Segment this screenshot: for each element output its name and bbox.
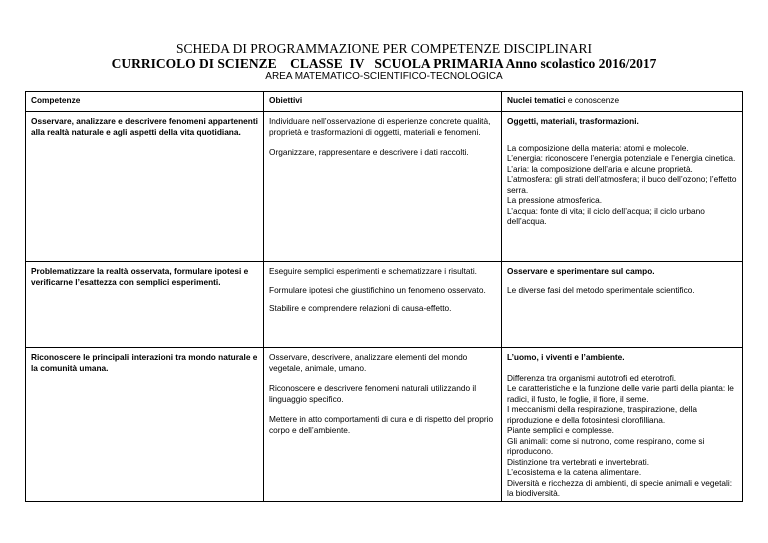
nucleo-title: Osservare e sperimentare sul campo. xyxy=(507,266,655,276)
nucleo-item: L’aria: la composizione dell’aria e alcune proprietà. xyxy=(507,163,693,174)
nucleo-item: I meccanismi della respirazione, traspirazione, della riproduzione e della fotosintesi clorofilliana. xyxy=(507,404,697,425)
header-nuclei-bold: Nuclei tematici xyxy=(507,95,566,105)
nucleo-item: Le diverse fasi del metodo sperimentale scientifico. xyxy=(507,284,695,295)
obiettivo-text: Riconoscere e descrivere fenomeni naturali utilizzando il linguaggio specifico. xyxy=(269,383,477,404)
nucleo-item: L’atmosfera: gli strati dell’atmosfera; il buco dell’ozono; l’effetto serra. xyxy=(507,174,737,195)
obiettivo-text: Individuare nell’osservazione di esperienze concrete qualità, proprietà e trasformazioni di oggetti, materiali e fenomeni. xyxy=(269,116,491,137)
competenza-cell: Riconoscere le principali interazioni tra mondo naturale e la comunità umana. xyxy=(26,348,264,502)
area-label: AREA MATEMATICO-SCIENTIFICO-TECNOLOGICA xyxy=(265,71,503,82)
nucleo-item: L’energia: riconoscere l’energia potenziale e l’energia cinetica. xyxy=(507,153,736,163)
nucleo-item: La pressione atmosferica. xyxy=(507,195,603,205)
obiettivo-text: Stabilire e comprendere relazioni di causa-effetto. xyxy=(269,303,452,313)
competenza-cell: Osservare, analizzare e descrivere fenomeni appartenenti alla realtà naturale e agli aspetti della vita quotidiana. xyxy=(26,112,264,262)
table-row xyxy=(26,112,743,262)
nucleo-item: L’acqua: fonte di vita; il ciclo dell’acqua; il ciclo urbano dell’acqua. xyxy=(507,205,705,226)
nuclei-cell xyxy=(502,262,743,348)
nucleo-item: Diversità e ricchezza di ambienti, di specie animali e vegetali: la biodiversità. xyxy=(507,477,733,498)
nucleo-item: Distinzione tra vertebrati e invertebrati. xyxy=(507,456,650,467)
header-nuclei-rest: e conoscenze xyxy=(565,95,620,105)
obiettivo-text: Formulare ipotesi che giustifichino un fenomeno osservato. xyxy=(269,284,486,295)
table-row xyxy=(26,348,743,502)
obiettivi-cell xyxy=(264,348,502,502)
nucleo-title: Oggetti, materiali, trasformazioni. xyxy=(507,116,639,126)
nucleo-title: L’uomo, i viventi e l’ambiente. xyxy=(507,352,625,362)
nucleo-item: La composizione della materia: atomi e molecole. xyxy=(507,142,689,153)
header-nuclei xyxy=(502,92,743,112)
header-obiettivi: Obiettivi xyxy=(264,92,502,112)
programming-table xyxy=(25,91,743,502)
header-competenze: Competenze xyxy=(26,92,264,112)
table-row xyxy=(26,262,743,348)
document-subtitle: CURRICOLO DI SCIENZE CLASSE IV SCUOLA PRIMARIA Anno scolastico 2016/2017 xyxy=(111,56,657,71)
obiettivi-cell xyxy=(264,112,502,262)
nuclei-cell xyxy=(502,348,743,502)
nucleo-item: Differenza tra organismi autotrofi ed eterotrofi. xyxy=(507,372,677,383)
obiettivo-text: Eseguire semplici esperimenti e schematizzare i risultati. xyxy=(269,266,477,276)
obiettivo-text: Mettere in atto comportamenti di cura e di rispetto del proprio corpo e dell’ambiente. xyxy=(269,414,494,435)
document-title: SCHEDA DI PROGRAMMAZIONE PER COMPETENZE DISCIPLINARI xyxy=(176,41,592,56)
nuclei-cell xyxy=(502,112,743,262)
nucleo-item: Piante semplici e complesse. xyxy=(507,425,614,435)
nucleo-item: Gli animali: come si nutrono, come respirano, come si riproducono. xyxy=(507,435,705,456)
obiettivo-text: Osservare, descrivere, analizzare elementi del mondo vegetale, animale, umano. xyxy=(269,352,468,373)
table-header-row xyxy=(26,92,743,112)
nucleo-item: L’ecosistema e la catena alimentare. xyxy=(507,467,642,477)
obiettivi-cell xyxy=(264,262,502,348)
nucleo-item: Le caratteristiche e la funzione delle varie parti della pianta: le radici, il fusto, le foglie, il fiore, il seme. xyxy=(507,383,734,404)
competenza-cell: Problematizzare la realtà osservata, formulare ipotesi e verificarne l’esattezza con semplici esperimenti. xyxy=(26,262,264,348)
obiettivo-text: Organizzare, rappresentare e descrivere i dati raccolti. xyxy=(269,147,469,157)
